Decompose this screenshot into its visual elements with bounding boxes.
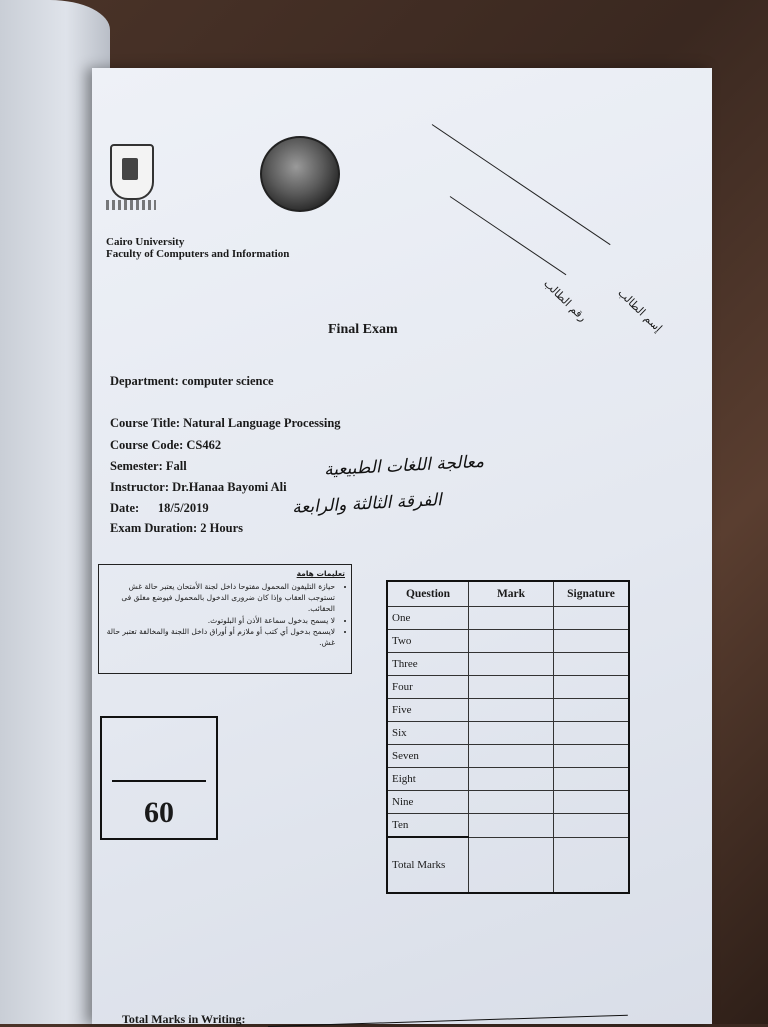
total-marks-label: Total Marks xyxy=(387,837,469,893)
instructions-title: تعليمات هامة xyxy=(296,569,345,578)
total-mark-cell[interactable] xyxy=(469,837,554,893)
table-row xyxy=(387,630,629,653)
score-box xyxy=(100,716,218,840)
signature-cell[interactable] xyxy=(554,814,630,838)
table-row xyxy=(387,791,629,814)
mark-cell[interactable] xyxy=(469,768,554,791)
question-label: Eight xyxy=(387,768,469,791)
student-id-label: رقم الطالب xyxy=(541,276,590,325)
signature-cell[interactable] xyxy=(554,607,630,630)
table-row xyxy=(387,607,629,630)
total-marks-row xyxy=(387,837,629,893)
mark-cell[interactable] xyxy=(469,630,554,653)
handwritten-year-level: الفرقة الثالثة والرابعة xyxy=(291,490,443,518)
mark-cell[interactable] xyxy=(469,814,554,838)
semester: Semester: Fall xyxy=(110,459,187,473)
mark-cell[interactable] xyxy=(469,699,554,722)
department: Department: computer science xyxy=(110,374,274,388)
table-row xyxy=(387,722,629,745)
signature-cell[interactable] xyxy=(554,630,630,653)
instructor: Instructor: Dr.Hanaa Bayomi Ali xyxy=(110,480,287,494)
student-name-line[interactable] xyxy=(432,124,611,245)
signature-cell[interactable] xyxy=(554,699,630,722)
faculty-seal-icon xyxy=(260,136,340,212)
faculty-name: Faculty of Computers and Information xyxy=(106,248,290,260)
question-label: Five xyxy=(387,699,469,722)
signature-cell[interactable] xyxy=(554,791,630,814)
student-id-line[interactable] xyxy=(450,196,567,275)
question-label: Two xyxy=(387,630,469,653)
emblem-caption xyxy=(106,200,156,210)
table-row xyxy=(387,699,629,722)
question-label: Three xyxy=(387,653,469,676)
table-row xyxy=(387,676,629,699)
instruction-item: • لا يسمح بدخول سماعة الأذن أو البلوتوث. xyxy=(105,616,335,627)
signature-cell[interactable] xyxy=(554,676,630,699)
table-header-row xyxy=(387,581,629,607)
instruction-item: • لايسمح بدخول أي كتب أو ملازم أو أوراق داخل اللجنة والمخالفة تعتبر حالة غش. xyxy=(105,627,335,649)
university-emblem-icon xyxy=(110,144,154,200)
mark-cell[interactable] xyxy=(469,791,554,814)
question-label: Nine xyxy=(387,791,469,814)
mark-cell[interactable] xyxy=(469,676,554,699)
question-label: Seven xyxy=(387,745,469,768)
table-row xyxy=(387,768,629,791)
question-label: One xyxy=(387,607,469,630)
exam-date: Date: 18/5/2019 xyxy=(110,501,209,515)
mark-cell[interactable] xyxy=(469,745,554,768)
table-row xyxy=(387,814,629,838)
mark-cell[interactable] xyxy=(469,653,554,676)
question-label: Ten xyxy=(387,814,469,838)
signature-cell[interactable] xyxy=(554,745,630,768)
table-row xyxy=(387,653,629,676)
signature-cell[interactable] xyxy=(554,653,630,676)
question-label: Six xyxy=(387,722,469,745)
marks-table xyxy=(386,580,630,894)
mark-cell[interactable] xyxy=(469,722,554,745)
course-code: Course Code: CS462 xyxy=(110,438,222,452)
question-label: Four xyxy=(387,676,469,699)
column-header-signature: Signature xyxy=(554,581,630,607)
university-name: Cairo University xyxy=(106,236,185,248)
column-header-mark: Mark xyxy=(469,581,554,607)
instructions-list xyxy=(105,582,335,649)
score-fraction-line xyxy=(112,780,206,782)
mark-cell[interactable] xyxy=(469,607,554,630)
handwritten-course-name: معالجة اللغات الطبيعية xyxy=(323,451,485,481)
exam-duration: Exam Duration: 2 Hours xyxy=(110,521,243,535)
course-title: Course Title: Natural Language Processing xyxy=(110,416,341,430)
column-header-question: Question xyxy=(387,581,469,607)
total-signature-cell[interactable] xyxy=(554,837,630,893)
instructions-box xyxy=(98,564,352,674)
table-row xyxy=(387,745,629,768)
score-total: 60 xyxy=(144,796,174,829)
exam-title: Final Exam xyxy=(328,322,398,337)
total-marks-in-writing-line[interactable] xyxy=(268,1015,628,1027)
student-name-label: إسم الطالب xyxy=(615,286,665,335)
instruction-item: • حيازة التليفون المحمول مفتوحا داخل لجنة الأمتحان يعتبر حالة غش تستوجب العقاب وإذا كان ضرورى الدخول بالمحمول فيوضع مغلق فى الحقائب. xyxy=(105,582,335,615)
signature-cell[interactable] xyxy=(554,768,630,791)
total-marks-in-writing-label: Total Marks in Writing: xyxy=(122,1012,246,1026)
exam-cover-page xyxy=(92,68,712,1024)
signature-cell[interactable] xyxy=(554,722,630,745)
